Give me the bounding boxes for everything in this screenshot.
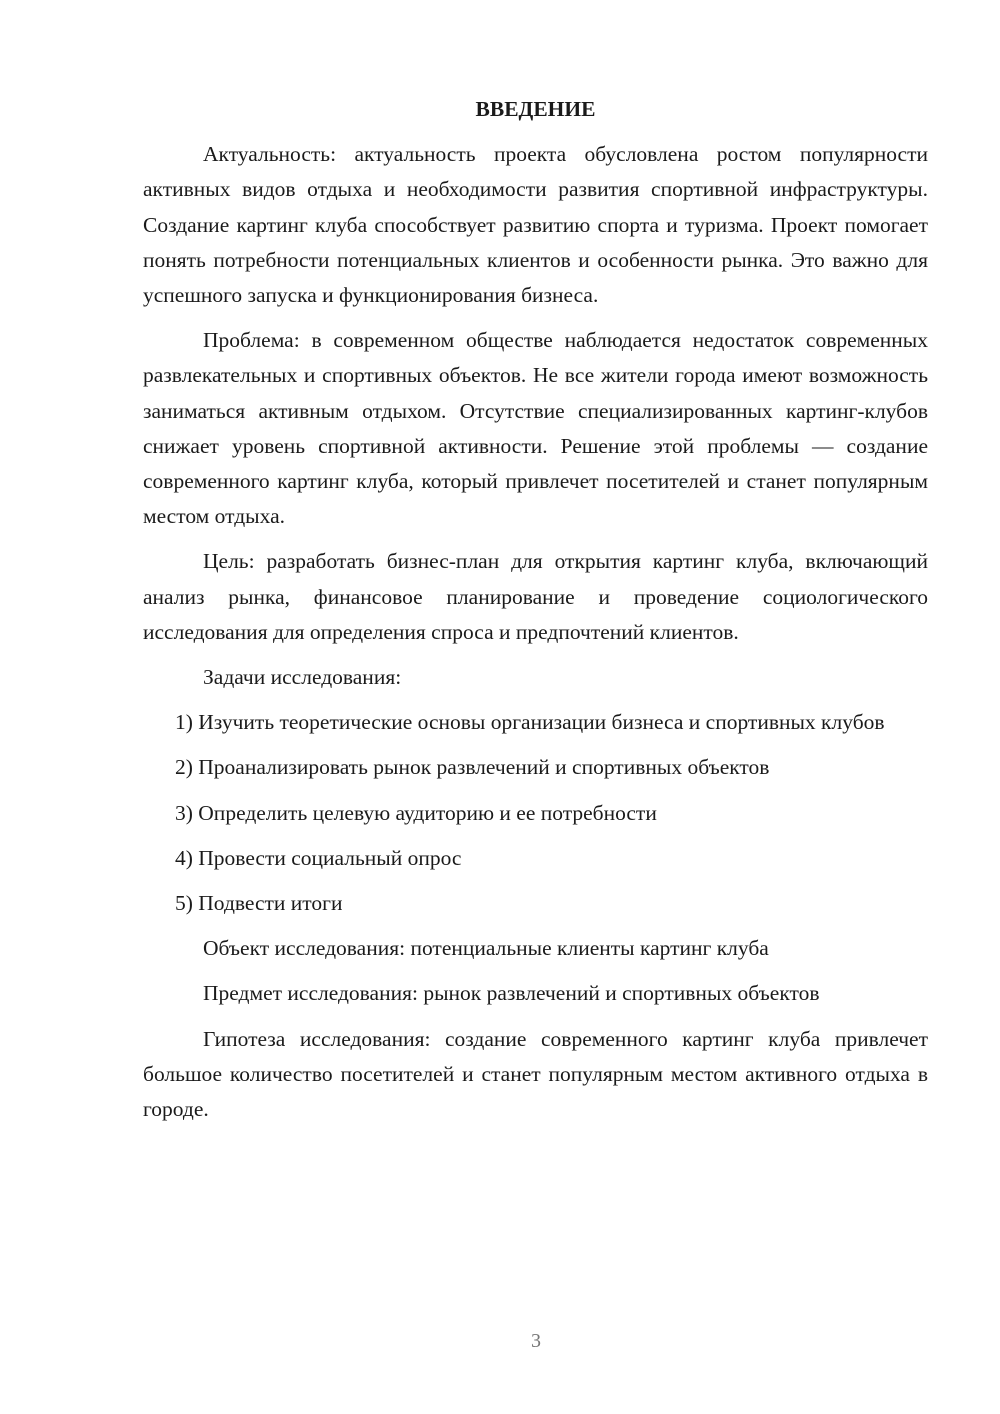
problem-paragraph: Проблема: в современном обществе наблюдается недостаток современных развлекательных и спортивных объектов. Не все жители города имеют возможность заниматься активным отдыхом. Отсутствие специализированных картинг-клубов снижает уровень спортивной активности. Решение этой проблемы — создание современного картинг клуба, который привлечет посетителей и станет популярным местом отдыха. xyxy=(143,328,928,529)
list-item: 3) Определить целевую аудиторию и ее потребности xyxy=(175,800,657,825)
list-item: 5) Подвести итоги xyxy=(175,891,343,916)
relevance-paragraph: Актуальность: актуальность проекта обусловлена ростом популярности активных видов отдыха и необходимости развития спортивной инфраструктуры. Создание картинг клуба способствует развитию спорта и туризма. Проект помогает понять потребности потенциальных клиентов и особенности рынка. Это важно для успешного запуска и функционирования бизнеса. xyxy=(143,142,928,308)
object-paragraph: Объект исследования: потенциальные клиенты картинг клуба xyxy=(203,936,769,961)
tasks-list xyxy=(143,705,928,921)
hypothesis-paragraph: Гипотеза исследования: создание современного картинг клуба привлечет большое количество посетителей и станет популярным местом активного отдыха в городе. xyxy=(143,1026,928,1122)
list-item: 4) Провести социальный опрос xyxy=(175,845,462,870)
page-number: 3 xyxy=(531,1330,541,1352)
list-item: 1) Изучить теоретические основы организации бизнеса и спортивных клубов xyxy=(175,710,885,735)
page-title: ВВЕДЕНИЕ xyxy=(475,97,596,121)
subject-paragraph: Предмет исследования: рынок развлечений и спортивных объектов xyxy=(203,981,820,1006)
document-page xyxy=(143,92,928,1137)
goal-paragraph: Цель: разработать бизнес-план для открытия картинг клуба, включающий анализ рынка, финансовое планирование и проведение социологического исследования для определения спроса и предпочтений клиентов. xyxy=(143,549,928,644)
list-item: 2) Проанализировать рынок развлечений и спортивных объектов xyxy=(175,755,770,780)
tasks-heading: Задачи исследования: xyxy=(203,665,402,690)
